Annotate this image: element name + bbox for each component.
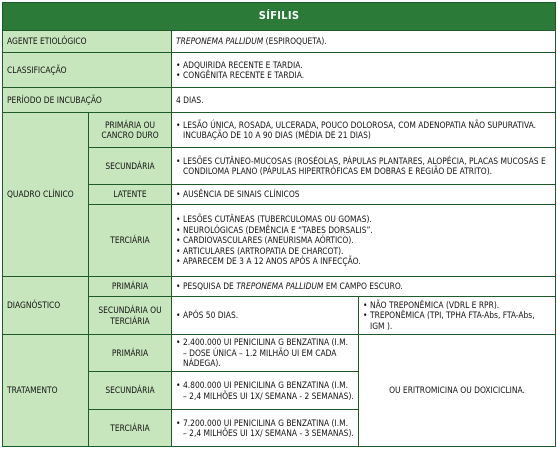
quadro-terciaria-item: • NEUROLÓGICAS (DEMÊNCIA E “TABES DORSALIS”. <box>176 225 551 236</box>
quadro-terciaria-item: • LESÕES CUTÂNEAS (TUBERCULOMAS OU GOMAS). <box>176 214 551 225</box>
diagnostico-secundaria-left <box>172 297 359 335</box>
quadro-terciaria-item: • CARDIOVASCULARES (ANEURISMA AÓRTICO). <box>176 235 551 246</box>
diagnostico-primaria-post: EM CAMPO ESCURO. <box>323 281 403 292</box>
syphilis-table-container <box>2 2 555 454</box>
quadro-terciaria-item: • ARTICULARES (ARTROPATIA DE CHARCOT). <box>176 246 551 257</box>
table-title: SÍFILIS <box>3 3 556 31</box>
classificacao-label: CLASSIFICAÇÃO <box>3 53 172 88</box>
diagnostico-primaria-italic: TREPONEMA PALLIDUM <box>236 281 324 292</box>
quadro-secundaria-item: • LESÕES CUTÂNEO-MUCOSAS (ROSÉOLAS, PÁPULAS PLANTARES, ALOPÉCIA, PLACAS MUCOSAS E CONDILOMA PLANO (PÁPULAS HIPERTRÓFICAS EM DOBRAS E REGIÃO DE ATRITO). <box>176 156 551 177</box>
tratamento-terciaria-value <box>172 410 359 447</box>
tratamento-secundaria-label: SECUNDÁRIA <box>89 372 172 410</box>
diagnostico-test-item: • NÃO TREPONÊMICA (VDRL E RPR). <box>363 300 551 311</box>
agente-value <box>172 31 556 53</box>
tratamento-primaria-value <box>172 335 359 372</box>
diagnostico-label: DIAGNÓSTICO <box>3 277 89 335</box>
tratamento-label: TRATAMENTO <box>3 335 89 447</box>
quadro-secundaria-value <box>172 148 556 185</box>
quadro-latente-value <box>172 185 556 205</box>
diagnostico-secundaria-left-item: • APÓS 50 DIAS. <box>176 310 354 321</box>
syphilis-table <box>2 2 556 447</box>
quadro-clinico-label: QUADRO CLÍNICO <box>3 113 89 277</box>
quadro-secundaria-label: SECUNDÁRIA <box>89 148 172 185</box>
diagnostico-primaria-label: PRIMÁRIA <box>89 277 172 297</box>
quadro-terciaria-label: TERCIÁRIA <box>89 205 172 277</box>
tratamento-alternativa: OU ERITROMICINA OU DOXICICLINA. <box>359 335 556 447</box>
tratamento-terciaria-label: TERCIÁRIA <box>89 410 172 447</box>
quadro-primaria-item: • LESÃO ÚNICA, ROSADA, ULCERADA, POUCO DOLOROSA, COM ADENOPATIA NÃO SUPURATIVA. INCUBAÇÃO DE 10 A 90 DIAS (MÉDIA DE 21 DIAS) <box>176 120 551 141</box>
quadro-primaria-value <box>172 113 556 148</box>
quadro-primaria-label: PRIMÁRIA OU CANCRO DURO <box>89 113 172 148</box>
diagnostico-test-item: • TREPONÊMICA (TPI, TPHA FTA-Abs, FTA-Abs, IGM ). <box>363 310 551 331</box>
diagnostico-secundaria-right <box>359 297 556 335</box>
tratamento-secundaria-item: • 4.800.000 UI PENICILINA G BENZATINA (I.M. – 2,4 MILHÕES UI 1X/ SEMANA - 2 SEMANAS). <box>176 380 354 401</box>
classificacao-item: • ADQUIRIDA RECENTE E TARDIA. <box>176 60 551 71</box>
tratamento-primaria-label: PRIMÁRIA <box>89 335 172 372</box>
diagnostico-secundaria-label: SECUNDÁRIA OU TERCIÁRIA <box>89 297 172 335</box>
classificacao-item: • CONGÊNITA RECENTE E TARDIA. <box>176 70 551 81</box>
agente-italic: TREPONEMA PALLIDUM <box>176 36 264 47</box>
incubacao-value: 4 DIAS. <box>172 88 556 113</box>
agente-rest: (ESPIROQUETA). <box>263 36 327 47</box>
diagnostico-primaria-pre: PESQUISA DE <box>183 281 237 292</box>
quadro-latente-item: • AUSÊNCIA DE SINAIS CLÍNICOS <box>176 189 551 200</box>
quadro-terciaria-value <box>172 205 556 277</box>
tratamento-terciaria-item: • 7.200.000 UI PENICILINA G BENZATINA (I.M. – 2,4 MILHÕES UI 1X/ SEMANA - 3 SEMANAS). <box>176 418 354 439</box>
diagnostico-primaria-item <box>176 281 551 292</box>
tratamento-secundaria-value <box>172 372 359 410</box>
quadro-latente-label: LATENTE <box>89 185 172 205</box>
tratamento-primaria-item: • 2.400.000 UI PENICILINA G BENZATINA (I.M. – DOSE ÚNICA – 1.2 MILHÃO UI EM CADA NÁDEGA). <box>176 337 354 369</box>
quadro-terciaria-item: • APARECEM DE 3 A 12 ANOS APÓS A INFECÇÃO. <box>176 256 551 267</box>
agente-label: AGENTE ETIOLÓGICO <box>3 31 172 53</box>
classificacao-value <box>172 53 556 88</box>
incubacao-label: PERÍODO DE INCUBAÇÃO <box>3 88 172 113</box>
diagnostico-primaria-value <box>172 277 556 297</box>
